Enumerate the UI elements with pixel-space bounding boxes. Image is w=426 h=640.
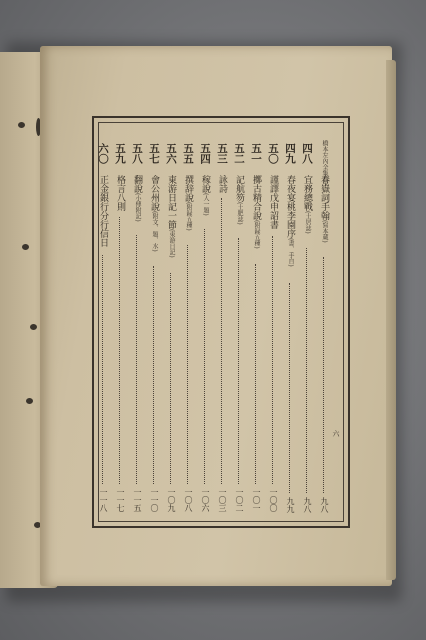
toc-entry <box>212 123 232 523</box>
entry-page: 九八 <box>303 497 312 513</box>
entry-number: 五一 <box>250 143 262 164</box>
entry-page: 一〇二 <box>235 488 244 512</box>
entry-note: (書、手自) <box>287 238 294 267</box>
entry-title <box>165 175 178 258</box>
toc-entry <box>178 123 198 523</box>
entry-title-text: 記航笏 <box>234 175 244 202</box>
entry-note: (東游日記) <box>168 229 175 258</box>
entry-page: 一一五 <box>133 488 142 512</box>
leader-dots <box>306 248 307 493</box>
binding-hole <box>26 398 33 404</box>
entry-title-text: 春嶽詞手翰 <box>319 175 329 220</box>
leader-dots <box>272 236 273 484</box>
leader-dots <box>289 283 290 493</box>
entry-title-text: 宜務總戰 <box>302 175 312 211</box>
entry-title-text: 春夜宴桃李園序 <box>285 175 295 238</box>
entry-page: 一〇六 <box>201 488 210 512</box>
entry-title-text: 正金銀行分行信日 <box>98 175 108 247</box>
binding-hole <box>22 244 29 250</box>
entry-page: 九九 <box>286 497 295 513</box>
entry-note: (土肥誌) <box>236 202 243 225</box>
entry-number: 五四 <box>199 143 211 164</box>
entry-note: (小傳附記) <box>134 193 141 222</box>
leader-dots <box>136 235 137 484</box>
entry-title <box>267 175 280 229</box>
entry-title-text: 謹譯戊申詔書 <box>268 175 278 229</box>
entry-number: 六〇 <box>97 143 109 164</box>
leader-dots <box>119 217 120 484</box>
entry-title-text: 詠詩 <box>217 175 227 193</box>
entry-title <box>233 175 246 225</box>
toc-entry <box>280 123 300 523</box>
leader-dots <box>153 266 154 484</box>
entry-title-text: 格言八則 <box>115 175 125 211</box>
toc-entry <box>93 123 113 523</box>
entry-page: 一〇一 <box>252 488 261 512</box>
entry-title-text: 撰辞說 <box>183 175 193 202</box>
entry-note: (人一題) <box>202 193 209 216</box>
leader-dots <box>221 198 222 484</box>
toc-entry <box>229 123 249 523</box>
entry-note: (附録五種) <box>185 202 192 231</box>
entry-page: 一〇九 <box>167 488 176 512</box>
binding-hole <box>18 122 25 128</box>
leader-dots <box>323 257 324 493</box>
entry-number: 五三 <box>216 143 228 164</box>
running-header: 橋本左內全集卷下 <box>321 140 328 188</box>
entry-title <box>284 175 297 267</box>
entry-number: 五二 <box>233 143 245 164</box>
entry-title-text: 稼說 <box>200 175 210 193</box>
entry-title <box>148 175 161 252</box>
toc-entry <box>161 123 181 523</box>
entry-title <box>131 175 144 222</box>
leader-dots <box>204 229 205 484</box>
entry-title <box>182 175 195 231</box>
table-of-contents <box>98 122 344 522</box>
entry-title <box>318 175 331 243</box>
page-stack-edge <box>386 60 396 580</box>
entry-note: (附録五種) <box>253 220 260 249</box>
entry-number: 五〇 <box>267 143 279 164</box>
leader-dots <box>238 238 239 484</box>
entry-page: 九八 <box>320 497 329 513</box>
toc-entry <box>144 123 164 523</box>
toc-entry <box>110 123 130 523</box>
entry-title-text: 擲古精合說 <box>251 175 261 220</box>
entry-number: 四九 <box>284 143 296 164</box>
toc-entry <box>195 123 215 523</box>
entry-page: 一一〇 <box>150 488 159 512</box>
entry-number: 五五 <box>182 143 194 164</box>
leader-dots <box>255 264 256 484</box>
entry-title <box>199 175 212 216</box>
entry-note: (附文、題、水) <box>151 211 158 252</box>
entry-page: 一一八 <box>99 488 108 512</box>
entry-page: 一〇八 <box>184 488 193 512</box>
entry-title <box>250 175 263 249</box>
entry-title-text: 東游日記一節 <box>166 175 176 229</box>
entry-note: (寫本蔵) <box>321 220 328 243</box>
toc-entry <box>127 123 147 523</box>
entry-title <box>216 175 229 193</box>
entry-title-text: 翻說 <box>132 175 142 193</box>
leader-dots <box>170 273 171 484</box>
entry-page: 一〇三 <box>218 488 227 512</box>
toc-entry <box>263 123 283 523</box>
entry-page: 一一七 <box>116 488 125 512</box>
entry-number: 五六 <box>165 143 177 164</box>
entry-page: 一〇〇 <box>269 488 278 512</box>
entry-number: 五七 <box>148 143 160 164</box>
page-number: 六 <box>332 430 340 437</box>
entry-number: 五八 <box>131 143 143 164</box>
entry-number: 四八 <box>301 143 313 164</box>
entry-number: 五九 <box>114 143 126 164</box>
entry-title-text: 會公州說 <box>149 175 159 211</box>
leader-dots <box>187 245 188 484</box>
entry-title <box>114 175 127 211</box>
entry-note: (土居誌) <box>304 211 311 234</box>
toc-entry <box>297 123 317 523</box>
binding-hole <box>30 324 37 330</box>
leader-dots <box>102 255 103 484</box>
toc-entry <box>246 123 266 523</box>
entry-title <box>97 175 110 247</box>
entry-title <box>301 175 314 234</box>
toc-entry <box>314 123 334 523</box>
